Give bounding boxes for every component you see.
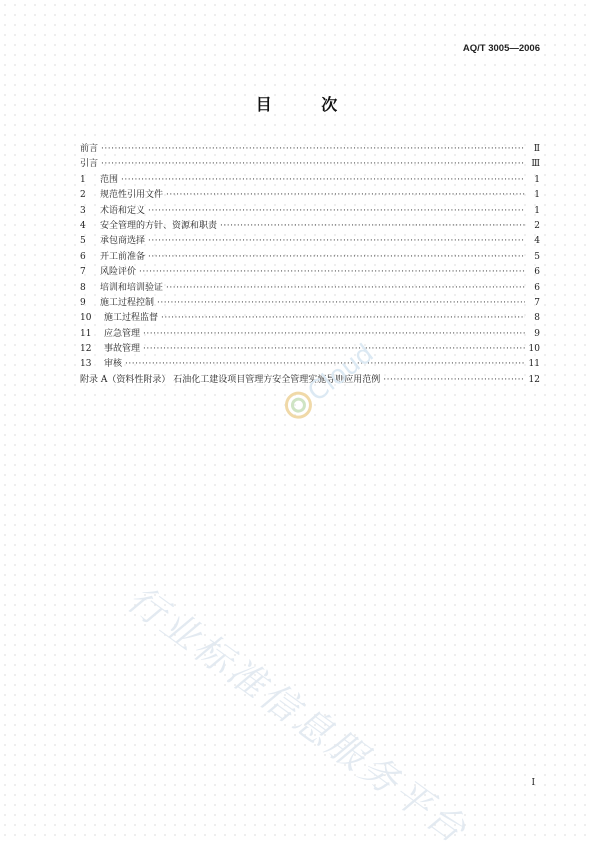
toc-entry-2[interactable]: [80, 188, 540, 203]
toc-section-number: 9: [80, 297, 86, 308]
toc-page-number: 12: [528, 374, 540, 385]
toc-leader-dots: [220, 219, 525, 234]
toc-leader-dots: [383, 373, 525, 388]
toc-section-number: 11: [80, 328, 92, 339]
page-number: I: [531, 778, 535, 788]
toc-section-number: 2: [80, 190, 86, 201]
toc-label: 范围: [100, 174, 119, 185]
toc-entry-3[interactable]: [80, 204, 540, 219]
toc-label: 施工过程控制: [100, 297, 155, 308]
toc-section-number: 7: [80, 267, 86, 278]
toc-section-number: 6: [80, 251, 86, 262]
toc-entry-4[interactable]: [80, 219, 540, 234]
standard-code: AQ/T 3005—2006: [462, 43, 540, 54]
toc-label: 规范性引用文件: [100, 190, 164, 201]
toc-leader-dots: [101, 142, 525, 157]
toc-section-number: 10: [80, 313, 92, 324]
toc-entry-introduction[interactable]: [80, 157, 540, 172]
toc-leader-dots: [157, 296, 525, 311]
toc-leader-dots: [139, 265, 525, 280]
toc-entry-9[interactable]: [80, 296, 540, 311]
toc-section-number: 8: [80, 282, 86, 293]
toc-entry-foreword[interactable]: [80, 142, 540, 157]
toc-entry-7[interactable]: [80, 265, 540, 280]
toc-entry-5[interactable]: [80, 234, 540, 249]
toc-leader-dots: [148, 250, 525, 265]
toc-leader-dots: [121, 173, 525, 188]
toc-leader-dots: [166, 188, 525, 203]
toc-label: 术语和定义: [100, 205, 146, 216]
toc-label: 承包商选择: [100, 236, 146, 247]
toc-page-number: 11: [528, 359, 540, 370]
toc-leader-dots: [148, 234, 525, 249]
toc-page-number: 9: [534, 328, 540, 339]
toc-page-number: Ⅲ: [531, 159, 540, 170]
toc-section-number: 12: [80, 344, 92, 355]
toc-section-number: 5: [80, 236, 86, 247]
toc-label: 开工前准备: [100, 251, 146, 262]
toc-leader-dots: [166, 281, 525, 296]
toc-label: 前言: [80, 144, 99, 154]
toc-page-number: 7: [534, 297, 540, 308]
toc-entry-10[interactable]: [80, 311, 540, 326]
toc-page-number: 5: [534, 251, 540, 262]
toc-label: 审核: [104, 359, 123, 370]
toc-label: 培训和培训验证: [100, 282, 164, 293]
toc-section-number: 4: [80, 220, 86, 231]
toc-entry-6[interactable]: [80, 250, 540, 265]
toc-entry-8[interactable]: [80, 281, 540, 296]
toc-leader-dots: [101, 157, 525, 172]
toc-leader-dots: [148, 204, 525, 219]
toc-page-number: 6: [534, 267, 540, 278]
toc-page-number: 4: [534, 236, 540, 247]
toc-label: 施工过程监督: [104, 313, 159, 324]
toc-entry-1[interactable]: [80, 173, 540, 188]
toc-section-number: 13: [80, 359, 92, 370]
toc-page-number: 6: [534, 282, 540, 293]
toc-section-number: 3: [80, 205, 86, 216]
toc-page-number: Ⅱ: [533, 144, 540, 154]
toc-page-number: 1: [534, 174, 540, 185]
page-title: 目 次: [255, 95, 360, 114]
toc-label: 应急管理: [104, 328, 141, 339]
toc-section-number: 1: [80, 174, 86, 185]
toc-page-number: 1: [534, 190, 540, 201]
toc-page-number: 8: [534, 313, 540, 324]
toc-page-number: 10: [528, 344, 540, 355]
toc-page-number: 2: [534, 220, 540, 231]
logo-text: Cloud: [302, 338, 380, 408]
toc-label: 引言: [80, 159, 99, 170]
toc-label: 安全管理的方针、资源和职责: [100, 220, 218, 231]
toc-page-number: 1: [534, 205, 540, 216]
toc-label: 风险评价: [100, 267, 137, 278]
toc-label: 事故管理: [104, 344, 141, 355]
toc-label: 附录 A（资料性附录） 石油化工建设项目管理方安全管理实施导则应用范例: [80, 374, 381, 385]
watermark-text: 行业标准信息服务平台: [119, 577, 477, 854]
